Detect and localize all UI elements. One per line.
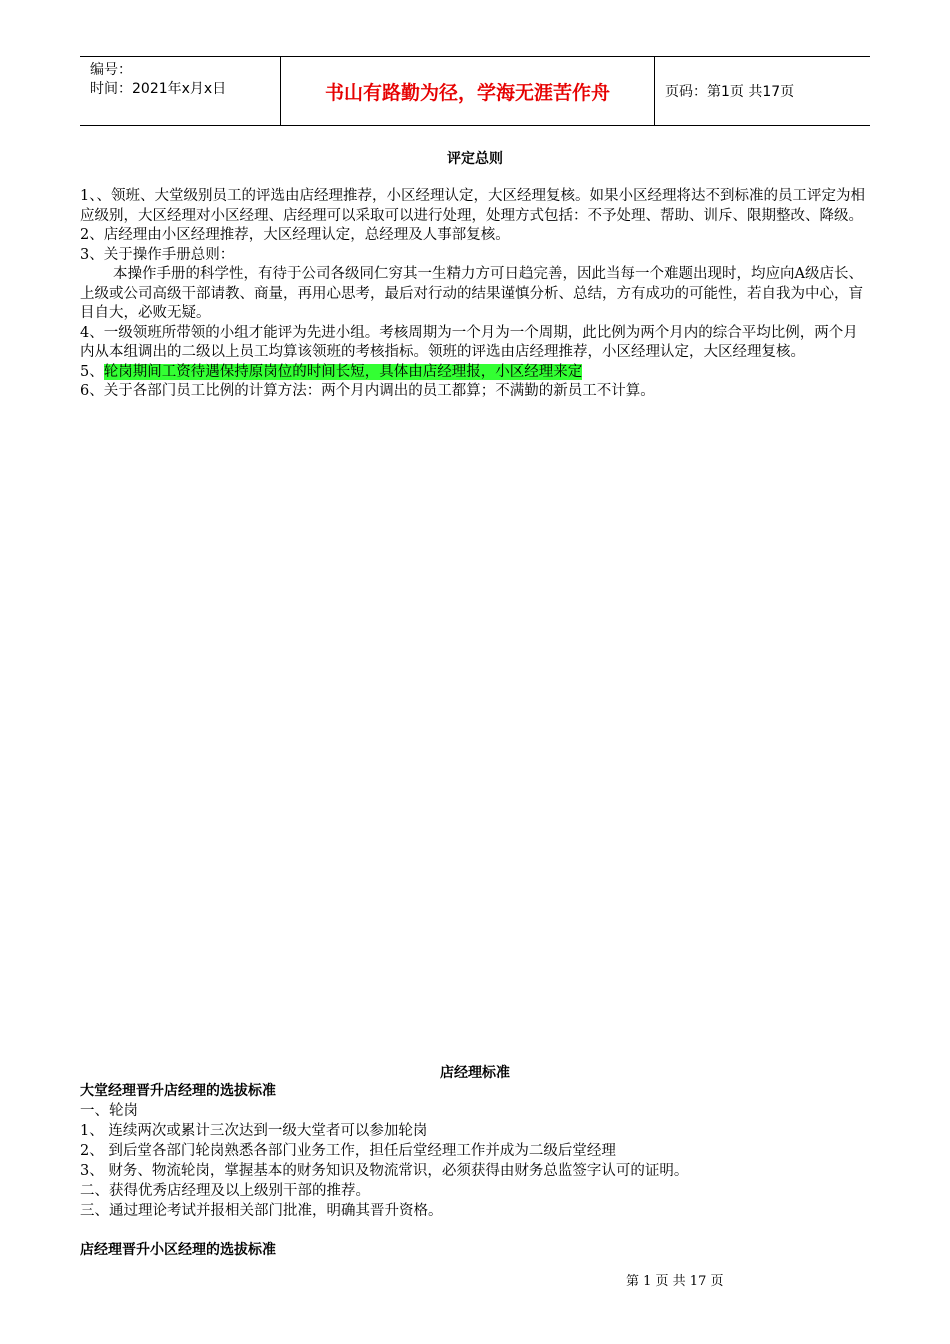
section-title-rules: 评定总则 [447, 151, 503, 167]
rules-paragraph: 2、店经理由小区经理推荐，大区经理认定，总经理及人事部复核。 [80, 227, 510, 243]
criteria-line: 三、通过理论考试并报相关部门批准，明确其晋升资格。 [80, 1203, 443, 1219]
rules-paragraph-highlighted [80, 363, 872, 383]
document-header [80, 56, 870, 126]
criteria-line: 3、 财务、物流轮岗，掌握基本的财务知识及物流常识，必须获得由财务总监签字认可的证明。 [80, 1163, 689, 1179]
rules-paragraph: 3、关于操作手册总则： [80, 246, 235, 263]
header-meta [80, 57, 281, 125]
subheading: 大堂经理晋升店经理的选拔标准 [80, 1083, 276, 1099]
store-manager-body [80, 1081, 872, 1260]
header-motto: 书山有路勤为径，学海无涯苦作舟 [281, 57, 655, 125]
highlighted-text: 轮岗期间工资待遇保持原岗位的时间长短，具体由店经理报，小区经理来定 [103, 363, 583, 380]
spacer [80, 1221, 872, 1240]
doc-number-label: 编号： [90, 62, 132, 78]
rules-body [80, 187, 872, 402]
criteria-line: 二、获得优秀店经理及以上级别干部的推荐。 [80, 1183, 370, 1199]
item-number: 5、 [80, 363, 104, 380]
criteria-line: 1、 连续两次或累计三次达到一级大堂者可以参加轮岗 [80, 1123, 428, 1139]
rules-paragraph: 1、、领班、大堂级别员工的评选由店经理推荐，小区经理认定，大区经理复核。如果小区经理将达不到标准的员工评定为相应级别，大区经理对小区经理、店经理可以采取可以进行处理，处理方式包括：不予处理、帮助、训斥、限期整改、降级。 [80, 188, 865, 224]
page-footer: 第 1 页 共 17 页 [626, 1274, 724, 1289]
criteria-line: 2、 到后堂各部门轮岗熟悉各部门业务工作，担任后堂经理工作并成为二级后堂经理 [80, 1143, 616, 1159]
doc-time-label: 时间：2021年x月x日 [90, 81, 227, 97]
rules-paragraph: 6、关于各部门员工比例的计算方法：两个月内调出的员工都算；不满勤的新员工不计算。 [80, 383, 655, 399]
subheading: 店经理晋升小区经理的选拔标准 [80, 1242, 276, 1258]
criteria-line: 一、轮岗 [80, 1103, 138, 1119]
rules-paragraph: 本操作手册的科学性，有待于公司各级同仁穷其一生精力方可日趋完善，因此当每一个难题出现时，均应向A级店长、上级或公司高级干部请教、商量，再用心思考，最后对行动的结果谨慎分析、总结，方有成功的可能性，若自我为中心，盲目自大，必败无疑。 [80, 266, 863, 321]
header-page-info: 页码：第1页 共17页 [665, 84, 795, 100]
rules-paragraph: 4、一级领班所带领的小组才能评为先进小组。考核周期为一个月为一个周期，此比例为两个月内的综合平均比例，两个月内从本组调出的二级以上员工均算该领班的考核指标。领班的评选由店经理推荐，小区经理认定，大区经理复核。 [80, 324, 858, 360]
section-title-store-manager: 店经理标准 [440, 1065, 510, 1081]
